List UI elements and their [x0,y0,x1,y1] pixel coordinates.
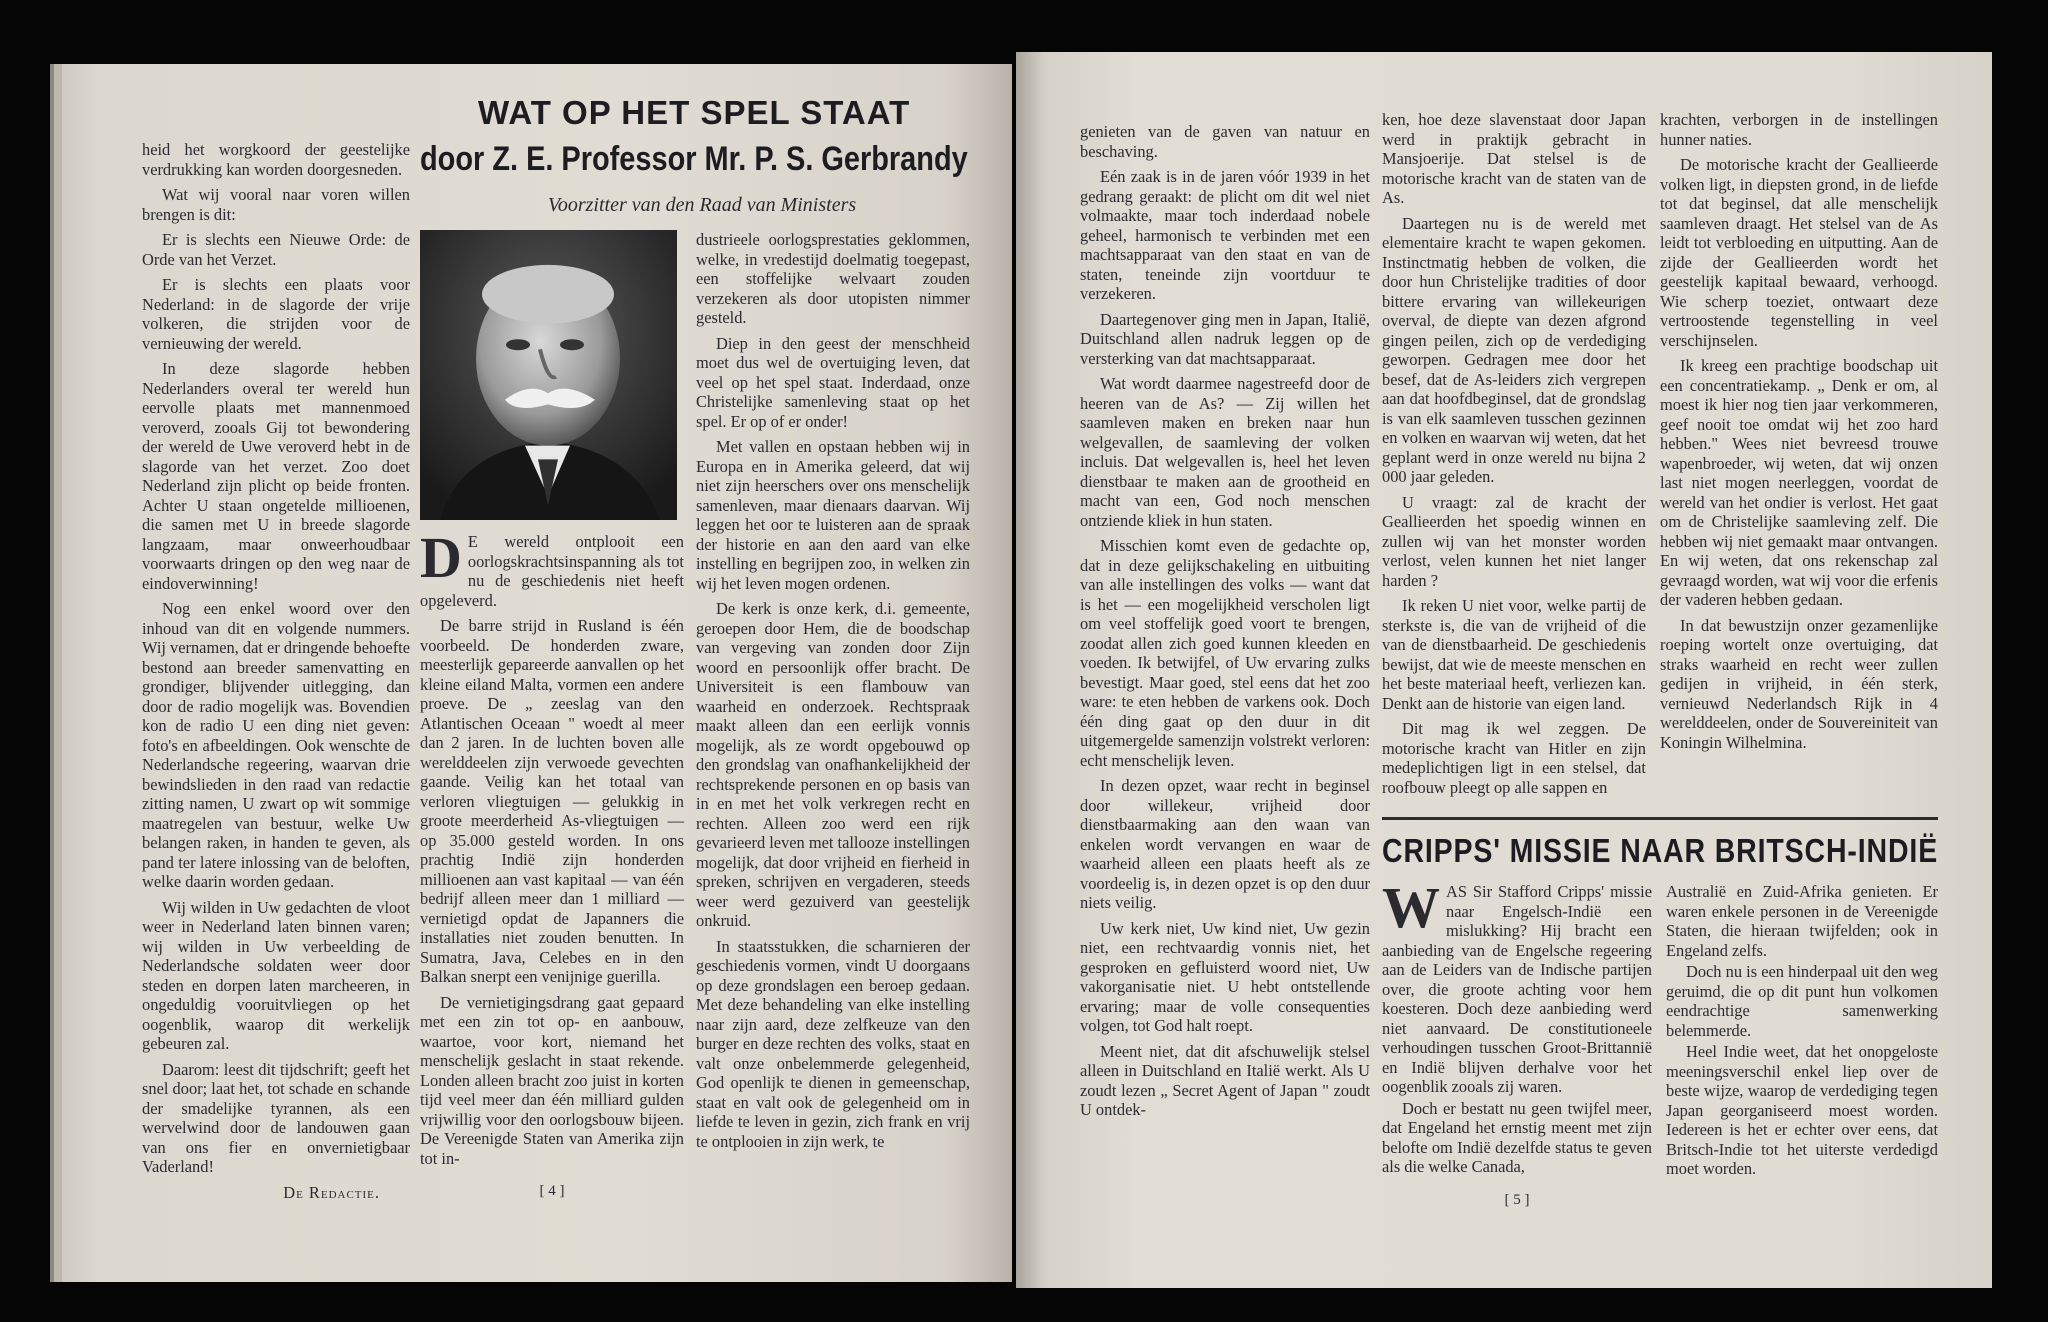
cripps-column-a [1382,875,1652,1210]
page-number: [ 5 ] [1504,1191,1530,1208]
upper-columns [1382,110,1938,803]
article-byline-box [420,140,968,182]
paragraph [1382,875,1652,1097]
column-3 [1660,110,1938,758]
paragraph: Er is slechts een plaats voor Nederland: in de slagorde der vrije volkeren, die strijden voor de vernieuwing der wereld. [142,275,410,353]
paragraph: Wij wilden in Uw gedachten de vloot weer in Nederland laten binnen varen; wij wilden in Uw verbeelding de Nederlandsche soldaten weer door steden en dorpen laten marcheeren, in ongeduldig vooruitvliegen op het oogenblik, waarop dit werkelijk gebeuren zal. [142,897,410,1053]
portrait-photo [420,230,677,520]
column-3 [696,230,970,1157]
paragraph-text: E wereld ontplooit een oorlogskrachtsinspanning als tot nu de geschiedenis niet heeft opgeleverd. [420,532,684,610]
paragraph: dustrieele oorlogsprestaties geklommen, welke, in vredestijd doelmatig toegepast, een stoffelijke welvaart zouden verzekeren als door utopisten nimmer gesteld. [696,230,970,327]
paragraph: De kerk is onze kerk, d.i. gemeente, geroepen door Hem, die de boodschap van vergeving van zonden door Zijn woord en persoonlijk offer bracht. De Universiteit is een flambouw van waarheid en onderzoek. Rechtspraak maakt alleen dan een eerlijk vonnis mogelijk, als ze wordt opgebouwd op den grondslag van onafhankelijkheid der rechtsprekende personen en op basis van in en met het volk verkregen recht en rechten. Alleen zoo werd een rijk gevarieerd leven met tallooze instellingen mogelijk, dat door vrijheid en fierheid in spreken, schrijven en vergaderen, steeds weer werd gezuiverd van geestelijk onkruid. [696,599,970,930]
column-2 [1382,110,1646,803]
paragraph: genieten van de gaven van natuur en beschaving. [1080,122,1370,161]
paragraph: De barre strijd in Rusland is één voorbeeld. De honderden zware, meesterlijk gepareerde aanvallen op het kleine eiland Malta, vormen een andere proeve. De „ zeeslag van den Atlantischen Oceaan " woedt al meer dan 2 jaren. In de luchten boven alle werelddeelen zijn verwoede gevechten gaande. Veilig kan het totaal van verloren vliegtuigen — gelukkig in groote meerderheid As-vliegtuigen — op 35.000 gesteld worden. In ons prachtig Indië zijn honderden millioenen aan vast kapitaal — van één bedrijf alleen meer dan 1 milliard — vernietigd opdat de Japanners die installaties niet zouden benutten. In Sumatra, Java, Celebes en in den Balkan snerpt een venijnige guerilla. [420,616,684,986]
paragraph [420,525,684,610]
paragraph: De vernietigingsdrang gaat gepaard met een zin tot op- en aanbouw, waartoe, voor kort, niemand het menschelijk geslacht in staat rekende. Londen alleen bracht zoo juist in korten tijd veel meer dan één milliard gulden vrijwillig voor den oorlogsbouw bijeen. De Vereenigde Staten van Amerika zijn tot in- [420,992,684,1168]
drop-cap: D [420,525,462,590]
paragraph: ken, hoe deze slavenstaat door Japan werd in praktijk gebracht in Mansjoerije. Dat stelsel is de motorische kracht van de staten van de As. [1382,110,1646,207]
paragraph: Daartegenover ging men in Japan, Italië, Duitschland allen nadruk leggen op de versterking van dat machtsapparaat. [1080,309,1370,368]
paragraph: Daartegen nu is de wereld met elementaire kracht te wapen gekomen. Instinctmatig hebben de volken, die door hun Christelijke tradities of door bittere ervaring van willekeurigen overval, de diepte van dezen afgrond gingen peilen, zich op de verdediging geworpen. Gedragen mee door het besef, dat de As-leiders zich vergrepen aan dat hoofdbeginsel, dat de grondslag is van elk saamleven tusschen gezinnen en volken en waarvan wij weten, dat het geplant werd in onze wereld nu bijna 2 000 jaar geleden. [1382,213,1646,486]
paragraph: Met vallen en opstaan hebben wij in Europa en in Amerika geleerd, dat wij niet zijn heerschers over ons menschelijk samenleven, maar dienaars daarvan. Wij leggen het oor te luisteren aan de spraak der historie en aan den aard van elke instelling en begrijpen zoo, in welken zin wij het leven mogen ordenen. [696,437,970,593]
article-title: WAT OP HET SPEL STAAT [478,94,911,131]
paragraph: Ik kreeg een prachtige boodschap uit een concentratiekamp. „ Denk er om, al moest ik hier nog tien jaar verkommeren, geef nooit toe omdat wij het zoo hard hebben." Wees niet bevreesd trouwe wapenbroeder, wij weten, dat wij onzen last niet mogen neerleggen, voordat de wereld van het ondier is verlost. Het gaat om de Christelijke saamleving zelf. Die hebben wij niet gemaakt maar ontvangen. En wij weten, dat ons rekenschap zal gevraagd worden, wat wij voor die erfenis der vaderen hebben gedaan. [1660,356,1938,609]
paragraph: In staatsstukken, die scharnieren der geschiedenis vormen, vindt U doorgaans op deze grondslagen een beroep gedaan. Met deze behandeling van elke instelling naar zijn aard, deze zelfkeuze van den burger en deze rechten des volks, staat en valt onze onbelemmerde gelegenheid, God openlijk te dienen in gemeenschap, staat en valt ook de gelegenheid om in liefde te leven in gezin, zich frank en vrij te ontplooien in zijn werk, te [696,936,970,1151]
paragraph: Doch nu is een hinderpaal uit den weg geruimd, die op dit punt hun volkomen eendrachtige samenwerking belemmerde. [1666,962,1938,1040]
page-number: [ 4 ] [539,1183,565,1199]
paragraph: Nog een enkel woord over den inhoud van dit en volgende nummers. Wij vernamen, dat er dringende behoefte bestond aan breeder samenvatting en grondiger, blijvender uitlegging, dan door de radio mogelijk was. Bovendien kon de radio U een ding niet geven: foto's en afbeeldingen. Ook wenschte de Nederlandsche regeering, waarvan drie bewindslieden in den raad van redactie zitting namen, U zwart op wit sommige maatregelen van bestuur, welke Uw belangen raken, in handen te geven, als pand ter latere inlossing van de beloften, welke daarin worden gedaan. [142,599,410,891]
paragraph: Wat wordt daarmee nagestreefd door de heeren van de As? — Zij willen het saamleven maken en breken naar hun welgevallen, de saamleving der volken incluis. Dat welgevallen is, heel het leven dienstbaar te maken aan de grootheid en macht van een, God noch menschen ontziende kliek in hun staten. [1080,374,1370,530]
paragraph: Diep in den geest der menschheid moet dus wel de overtuiging leven, dat veel op het spel staat. Inderdaad, onze Christelijke samenleving staat op het spel. Er op of er onder! [696,333,970,431]
paragraph: In dezen opzet, waar recht in beginsel door willekeur, vrijheid door dienstbaarmaking aan den waan van enkelen wordt vervangen en waar de waarheid alleen een plaats heeft als ze voordeelig is, in dezen opzet is op den duur niets veilig. [1080,776,1370,912]
paragraph: Australië en Zuid-Afrika genieten. Er waren enkele personen in de Vereenigde Staten, die hieraan twijfelden; ook in Engeland zelfs. [1666,882,1938,960]
paragraph: Heel Indie weet, dat het onopgeloste meeningsverschil enkel liep over de beste wijze, waarop de verdediging tegen Japan georganiseerd moest worden. Iedereen is het er echter over eens, dat Britsch-Indie tot het uiterste verdedigd moet worden. [1666,1042,1938,1178]
paragraph: Daarom: leest dit tijdschrift; geeft het snel door; laat het, tot schade en schande der smadelijke tyrannen, als een wervelwind door de landouwen gaan van ons fier en onvernietigbaar Vaderland! [142,1059,410,1176]
cripps-columns [1382,875,1938,1210]
article-title-box [420,94,968,134]
paragraph: In deze slagorde hebben Nederlanders overal ter wereld hun eervolle plaats met mannenmoed veroverd, zooals Gij tot bewondering der wereld de Uwe veroverd hebt in de slagorde van het verzet. Zoo doet Nederland zijn plicht op beide fronten. Achter U staan ongetelde millioenen, die samen met U in breede slagorde langzaam, maar onweerhoudbaar voorwaarts dringen op den weg naar de eindoverwinning! [142,359,410,593]
paragraph: Er is slechts een Nieuwe Orde: de Orde van het Verzet. [142,230,410,269]
paragraph: In dat bewustzijn onzer gezamenlijke roeping wortelt onze overtuiging, dat straks waarheid en recht weer zullen gedijen in vrijheid, in één sterk, vernieuwd Nederlandsch Rijk in 4 werelddeelen, onder de Souvereiniteit van Koningin Wilhelmina. [1660,615,1938,752]
cripps-title-box [1382,832,1938,874]
paragraph: Eén zaak is in de jaren vóór 1939 in het gedrang geraakt: de plicht om dit wel niet volmaakte, maar toch inderdaad nobele geheel, harmonisch te verbinden met een machtsapparaat van den staat en van de staten, teneinde zijn voortduur te verzekeren. [1080,167,1370,303]
article-byline: door Z. E. Professor Mr. P. S. Gerbrandy [420,140,968,178]
paragraph: krachten, verborgen in de instellingen hunner naties. [1660,110,1938,149]
right-flow-area [1382,110,1938,1210]
column-1 [142,140,410,1202]
paragraph: Dit mag ik wel zeggen. De motorische kracht van Hitler en zijn medeplichtigen ligt in een stelsel, dat roofbouw pleegt op alle sappen en [1382,719,1646,797]
paragraph: Ik reken U niet voor, welke partij de sterkste is, die van de vrijheid of die van de dienstbaarheid. De geschiedenis bewijst, dat wie de meeste menschen en het beste materiaal heeft, verliezen kan. Denkt aan de historie van eigen land. [1382,596,1646,713]
paragraph: Uw kerk niet, Uw kind niet, Uw gezin niet, een rechtvaardig vonnis niet, het gesproken en gefluisterd woord niet, Uw vakorganisatie niet. U hebt ontstellende ervaring; maar de volle consequenties volgen, tot God halt roept. [1080,918,1370,1035]
column-2 [420,230,684,1202]
cripps-column-b [1666,882,1938,1185]
paragraph: heid het worgkoord der geestelijke verdrukking kan worden doorgesneden. [142,140,410,179]
section-divider [1382,817,1938,820]
article-subtitle: Voorzitter van den Raad van Ministers [547,194,857,216]
paragraph: Meent niet, dat dit afschuwelijk stelsel alleen in Duitschland en Italië werkt. Als U zoudt lezen „ Secret Agent of Japan " zoudt U ontdek- [1080,1041,1370,1119]
left-page [62,64,1012,1282]
paragraph-text: AS Sir Stafford Cripps' missie naar Engelsch-Indië een mislukking? Hij bracht een aanbieding van de Engelsche regeering aan de Leiders van de Indische partijen over, die groote achting voor hem koesteren. Doch deze aanbieding werd niet aanvaard. De constitutioneele verhoudingen tusschen Groot-Brittannië en Indië blijven derhalve voor het oogenblik zooals zij waren. [1382,882,1652,1096]
paragraph: Doch er bestatt nu geen twijfel meer, dat Engeland het ernstig meent met zijn belofte om Indië dezelfde status te geven als die welke Canada, [1382,1098,1652,1176]
cripps-article-title: CRIPPS' MISSIE NAAR BRITSCH-INDIË [1382,832,1939,869]
paragraph: De motorische kracht der Geallieerde volken ligt, in diepsten grond, in de liefde tot dat beginsel, dat alle menschelijk saamleven draagt. Het stelsel van de As leidt tot verbloeding en uitputting. Aan de zijde der Geallieerden wordt het geestelijk kapitaal bewaard, verhoogd. Wie scherp toeziet, ontwaart deze vertroostende tegenstelling in veel verschijnselen. [1660,155,1938,350]
paragraph: U vraagt: zal de kracht der Geallieerden het spoedig winnen en zullen wij van het monster worden verlost, velen kunnen het niet langer harden ? [1382,492,1646,590]
column-1 [1080,122,1370,1126]
right-page [1016,52,1992,1288]
paragraph: Misschien komt even de gedachte op, dat in deze gelijkschakeling en uitbuiting van alle instellingen des volks — want dat is het — een mogelijkheid verscholen ligt om veel stoffelijk goed voort te brengen, zoodat allen zich goed kunnen kleeden en voeden. Ik betwijfel, of Uw ervaring zulks bevestigt. Maar goed, stel eens dat het zoo ware: te eten hebben de varkens ook. Doch één ding gaat op den duur in dit uitgemergelde samenzijn volstrekt verloren: echt menschelijk leven. [1080,536,1370,770]
signature: De Redactie. [283,1182,380,1202]
drop-cap: W [1382,875,1440,940]
paragraph: Wat wij vooral naar voren willen brengen is dit: [142,185,410,224]
